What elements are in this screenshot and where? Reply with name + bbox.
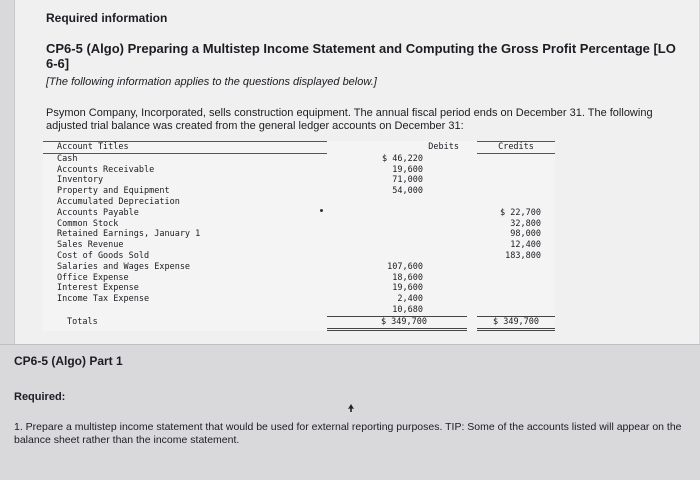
debits-header: Debits	[428, 142, 459, 152]
credit-cell: 12,400	[510, 240, 541, 251]
totals-row	[43, 316, 555, 329]
table-row	[43, 229, 555, 240]
credit-cell	[477, 165, 555, 176]
spacer-cell	[467, 294, 477, 305]
spacer-cell	[467, 283, 477, 294]
spacer-cell	[467, 153, 477, 164]
account-title-cell: Sales Revenue	[57, 240, 124, 251]
account-title-cell: Income Tax Expense	[57, 294, 150, 305]
account-title-cell: Interest Expense	[57, 283, 139, 294]
required-information-heading: Required information	[46, 11, 168, 25]
account-title-cell: Accumulated Depreciation	[57, 196, 180, 207]
table-row	[43, 262, 555, 273]
total-credit: $ 349,700	[477, 316, 555, 329]
problem-title: CP6-5 (Algo) Preparing a Multistep Income Statement and Computing the Gross Profit Percentage [LO 6-6]	[46, 41, 676, 71]
debit-cell	[327, 208, 467, 219]
table-row	[43, 251, 555, 262]
credit-cell	[477, 305, 555, 316]
totals-label: Totals	[67, 317, 98, 328]
debit-cell: 107,600	[387, 261, 423, 272]
trial-balance-table	[43, 141, 555, 331]
debit-cell: 18,600	[392, 272, 423, 283]
stray-dot-icon	[320, 209, 323, 212]
debit-cell	[327, 219, 467, 230]
account-title-cell: Cash	[57, 153, 78, 164]
mouse-cursor-icon	[348, 404, 354, 412]
account-title-cell: Retained Earnings, January 1	[57, 229, 201, 240]
account-title-cell: Inventory	[57, 175, 104, 186]
account-title-cell: Office Expense	[57, 272, 129, 283]
spacer-cell	[467, 305, 477, 316]
required-label: Required:	[14, 391, 66, 403]
credit-cell: $ 22,700	[500, 207, 541, 218]
spacer-cell	[467, 219, 477, 230]
spacer-cell	[467, 262, 477, 273]
spacer-cell	[467, 186, 477, 197]
account-title-cell: Common Stock	[57, 218, 119, 229]
credit-cell	[477, 294, 555, 305]
account-title-cell: Cost of Goods Sold	[57, 250, 150, 261]
spacer-cell	[467, 240, 477, 251]
credit-cell: 183,800	[505, 250, 541, 261]
instruction-text: 1. Prepare a multistep income statement that would be used for external reporting purposes. TIP: Some of the accounts listed will appear on the balance sheet rather than the income statement.	[14, 421, 682, 446]
account-title-cell	[43, 305, 327, 316]
table-row	[43, 208, 555, 219]
credits-header: Credits	[477, 142, 555, 154]
credit-cell: 32,800	[510, 218, 541, 229]
debit-cell	[327, 197, 467, 208]
account-title-cell: Accounts Receivable	[57, 164, 155, 175]
table-row	[43, 240, 555, 251]
table-row	[43, 219, 555, 230]
table-row	[43, 283, 555, 294]
debit-cell: 54,000	[392, 186, 423, 197]
account-title-cell: Property and Equipment	[57, 186, 170, 197]
table-row	[43, 153, 555, 164]
account-title-cell: Accounts Payable	[57, 207, 139, 218]
spacer-cell	[467, 197, 477, 208]
table-row	[43, 273, 555, 284]
spacer-cell	[467, 208, 477, 219]
intro-paragraph: Psymon Company, Incorporated, sells construction equipment. The annual fiscal period ends on December 31. The following adjusted trial balance was created from the general ledger accounts on December 31:	[46, 107, 653, 132]
credit-cell	[477, 262, 555, 273]
debit-cell: 10,680	[392, 304, 423, 315]
account-titles-header: Account Titles	[43, 142, 327, 154]
total-debit: $ 349,700	[327, 316, 467, 329]
credit-cell	[477, 283, 555, 294]
debit-cell: 2,400	[397, 294, 423, 305]
spacer-cell	[467, 251, 477, 262]
spacer-cell	[467, 165, 477, 176]
section-divider	[0, 344, 700, 345]
table-row	[43, 294, 555, 305]
account-title-cell: Salaries and Wages Expense	[57, 261, 191, 272]
part-title: CP6-5 (Algo) Part 1	[14, 354, 123, 368]
spacer-cell	[467, 175, 477, 186]
debit-cell: $ 46,220	[382, 153, 423, 164]
credit-cell	[477, 186, 555, 197]
debit-cell	[327, 240, 467, 251]
debit-cell	[327, 251, 467, 262]
debit-cell: 19,600	[392, 164, 423, 175]
table-row	[43, 175, 555, 186]
spacer-cell	[467, 273, 477, 284]
debit-cell: 19,600	[392, 283, 423, 294]
debit-cell	[327, 229, 467, 240]
applies-note: [The following information applies to the questions displayed below.]	[46, 76, 377, 88]
table-row	[43, 197, 555, 208]
table-row	[43, 165, 555, 176]
spacer-cell	[467, 229, 477, 240]
credit-cell	[477, 273, 555, 284]
debit-cell: 71,000	[392, 175, 423, 186]
credit-cell: 98,000	[510, 229, 541, 240]
credit-cell	[477, 175, 555, 186]
table-row	[43, 305, 555, 316]
table-header-row	[43, 142, 555, 154]
credit-cell	[477, 197, 555, 208]
credit-cell	[477, 153, 555, 164]
table-row	[43, 186, 555, 197]
